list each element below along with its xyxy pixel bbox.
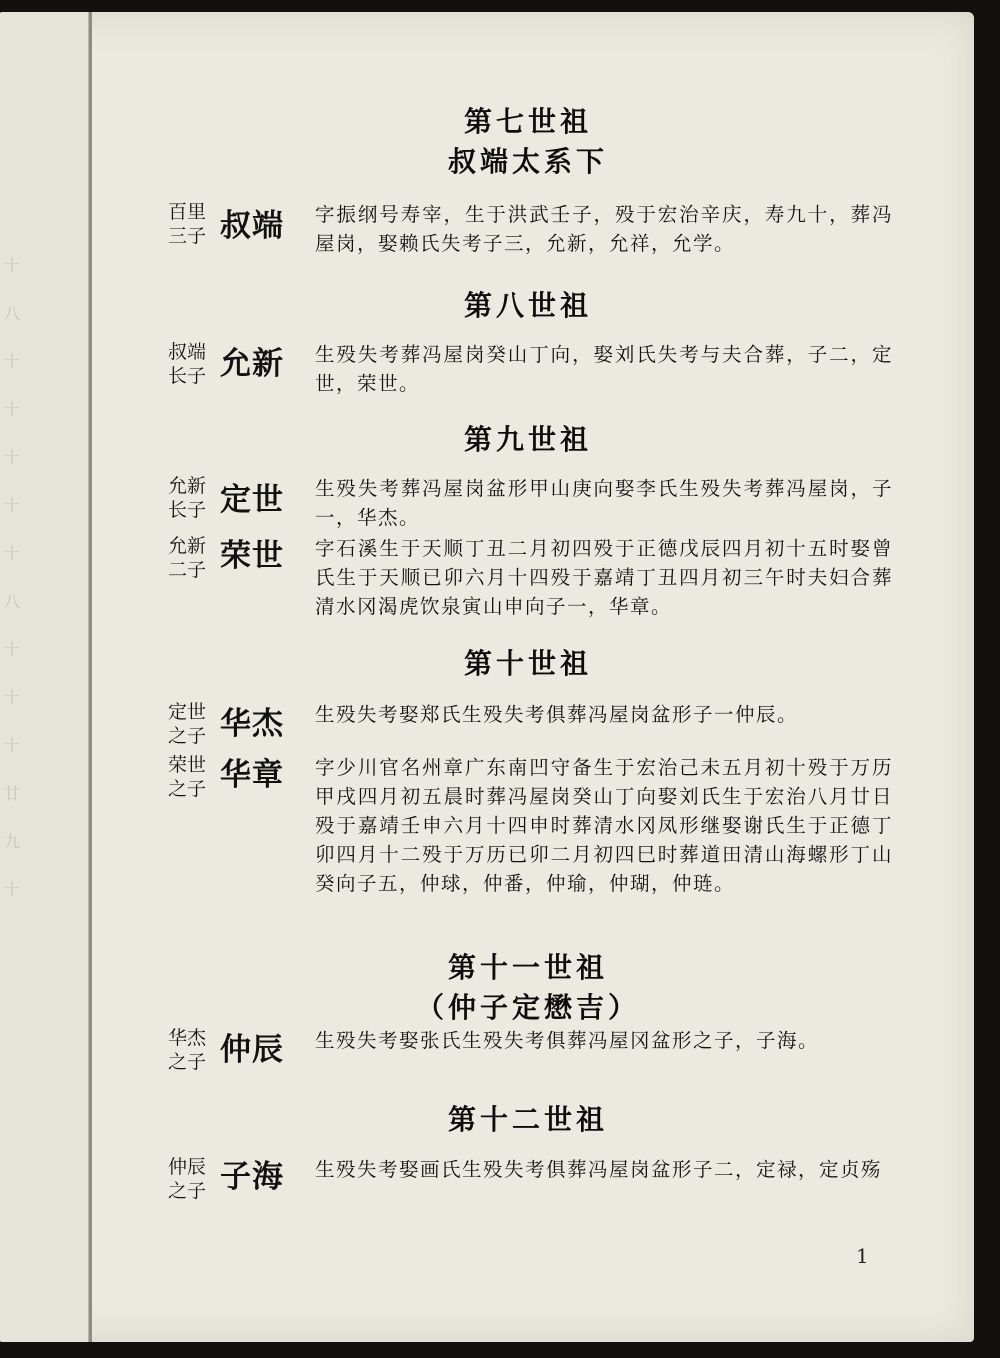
generation-heading-7: 第七世祖 (463, 105, 592, 138)
margin-char: 十 (4, 640, 21, 659)
entry-text: 生殁失考葬冯屋岗盆形甲山庚向娶李氏生殁失考葬冯屋岗，子一，华杰。 (315, 477, 893, 529)
generation-heading-11: 第十一世祖 (447, 951, 608, 984)
generation-heading-12: 第十二世祖 (447, 1103, 608, 1136)
relation-label (168, 1155, 218, 1203)
relation-label (168, 340, 218, 388)
ancestor-name: 允新 (220, 346, 284, 382)
margin-bleed-characters (4, 242, 44, 914)
margin-char: 十 (4, 736, 21, 755)
relation-line-1: 允新 (168, 475, 207, 497)
generation-subheading-11: （仲子定懋吉） (415, 991, 640, 1024)
relation-line-2: 长子 (168, 365, 207, 387)
margin-char: 八 (4, 592, 21, 611)
ancestor-name: 荣世 (220, 538, 284, 574)
relation-line-2: 长子 (168, 499, 207, 521)
margin-char: 十 (4, 688, 21, 707)
relation-line-1: 荣世 (168, 754, 207, 776)
margin-char: 九 (4, 832, 21, 851)
entry-text: 生殁失考娶张氏生殁失考俱葬冯屋冈盆形之子，子海。 (315, 1029, 820, 1052)
ancestor-name: 华杰 (220, 706, 284, 742)
margin-char: 十 (4, 352, 21, 371)
ancestor-name: 仲辰 (220, 1032, 284, 1068)
entry-text: 生殁失考娶画氏生殁失考俱葬冯屋岗盆形子二，定禄，定贞殇 (315, 1158, 883, 1181)
margin-char: 廿 (4, 784, 21, 803)
relation-line-2: 之子 (168, 778, 207, 800)
relation-line-2: 二子 (168, 559, 207, 581)
generation-heading-9: 第九世祖 (463, 423, 592, 456)
relation-line-2: 之子 (168, 725, 207, 747)
entry-text: 生殁失考葬冯屋岗癸山丁向，娶刘氏失考与夫合葬，子二，定世，荣世。 (315, 343, 893, 395)
margin-char: 十 (4, 880, 21, 899)
relation-label (168, 1026, 218, 1074)
entry-text: 字石溪生于天顺丁丑二月初四殁于正德戊辰四月初十五时娶曾氏生于天顺已卯六月十四殁于嘉靖丁丑四月初三午时夫妇合葬清水冈渴虎饮泉寅山申向子一，华章。 (315, 537, 893, 618)
margin-char: 十 (4, 400, 21, 419)
relation-label (168, 200, 218, 248)
entry-text: 字少川官名州章广东南凹守备生于宏治己未五月初十殁于万历甲戌四月初五晨时葬冯屋岗癸山丁向娶刘氏生于宏治八月廿日殁于嘉靖壬申六月十四申时葬清水冈凤形继娶谢氏生于正德丁卯四月十二殁于万历已卯二月初四巳时葬道田清山海螺形丁山癸向子五，仲球，仲番，仲瑜，仲瑚，仲琏。 (315, 756, 893, 895)
ancestor-name: 子海 (220, 1159, 284, 1195)
relation-line-1: 定世 (168, 701, 207, 723)
relation-label (168, 753, 218, 801)
relation-line-1: 百里 (168, 201, 207, 223)
relation-line-1: 允新 (168, 535, 207, 557)
generation-subheading-7: 叔端太系下 (447, 145, 608, 178)
generation-heading-10: 第十世祖 (463, 647, 592, 680)
relation-label (168, 534, 218, 582)
margin-char: 十 (4, 448, 21, 467)
ancestor-name: 定世 (220, 482, 284, 518)
margin-char: 八 (4, 304, 21, 323)
margin-char: 十 (4, 496, 21, 515)
genealogy-content (168, 12, 898, 1342)
relation-label (168, 700, 218, 748)
previous-page-edge (0, 12, 90, 1342)
relation-line-2: 之子 (168, 1180, 207, 1202)
relation-label (168, 474, 218, 522)
entry-text: 字振纲号寿宰，生于洪武壬子，殁于宏治辛庆，寿九十，葬冯屋岗，娶赖氏失考子三，允新，允祥，允学。 (315, 203, 893, 255)
relation-line-1: 仲辰 (168, 1156, 207, 1178)
relation-line-2: 之子 (168, 1051, 207, 1073)
margin-char: 十 (4, 544, 21, 563)
ancestor-name: 叔端 (220, 208, 284, 244)
relation-line-1: 华杰 (168, 1027, 207, 1049)
generation-heading-8: 第八世祖 (463, 289, 592, 322)
margin-char: 十 (4, 256, 21, 275)
document-page (0, 12, 974, 1342)
entry-text: 生殁失考娶郑氏生殁失考俱葬冯屋岗盆形子一仲辰。 (315, 703, 799, 726)
relation-line-1: 叔端 (168, 341, 207, 363)
page-number: 1 (856, 1244, 869, 1268)
relation-line-2: 三子 (168, 225, 207, 247)
page-fold-line (89, 12, 92, 1342)
ancestor-name: 华章 (220, 757, 284, 793)
